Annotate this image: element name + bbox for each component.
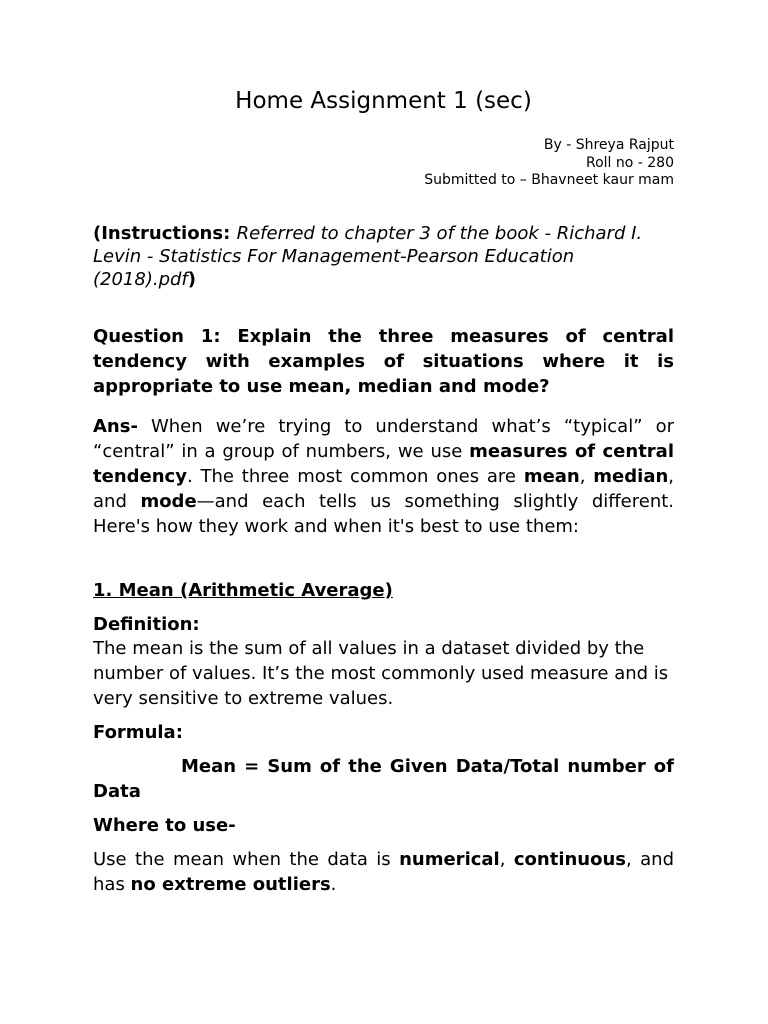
where-term-numerical: numerical xyxy=(399,849,500,870)
instructions-close: ) xyxy=(187,269,196,290)
answer-term-mode: mode xyxy=(140,491,197,512)
where-text-end: . xyxy=(330,874,337,895)
instructions-label: (Instructions: xyxy=(93,223,237,244)
answer-bold-term: measures of central tendency xyxy=(93,441,674,487)
definition-text: The mean is the sum of all values in a dataset divided by the number of values. It’s the most commonly used measure and is very sensitive to extreme values. xyxy=(93,638,669,709)
author-line: By - Shreya Rajput xyxy=(543,137,674,153)
instructions-paragraph xyxy=(93,222,674,291)
answer-separator-1: , xyxy=(579,466,594,487)
answer-text-part2: . The three most common ones are xyxy=(186,466,524,487)
answer-paragraph xyxy=(93,414,674,539)
answer-text-part3: —and each tells us something slightly different. Here's how they work and when it's best to use them: xyxy=(93,491,675,537)
document-title: Home Assignment 1 (sec) xyxy=(235,88,532,114)
where-term-continuous: continuous xyxy=(513,849,627,870)
question-heading: Question 1: Explain the three measures of central tendency with examples of situations where it is appropriate to use mean, median and mode? xyxy=(93,326,674,397)
answer-label: Ans- xyxy=(93,416,138,437)
instructions-text: Referred to chapter 3 of the book - Richard I. Levin - Statistics For Management-Pearson Education (2018).pdf xyxy=(93,223,643,290)
author-block xyxy=(274,137,674,190)
answer-text-part1: When we’re trying to understand what’s “typical” or “central” in a group of numbers, we use xyxy=(93,416,674,462)
answer-separator-2: , and xyxy=(93,466,675,512)
answer-term-mean: mean xyxy=(523,466,580,487)
where-to-use-text xyxy=(93,847,674,897)
where-text-part1: Use the mean when the data is xyxy=(93,849,400,870)
where-term-no-outliers: no extreme outliers xyxy=(130,874,331,895)
roll-number-line: Roll no - 280 xyxy=(585,154,674,171)
section-heading-mean: 1. Mean (Arithmetic Average) xyxy=(93,580,393,601)
submitted-to-line: Submitted to – Bhavneet kaur mam xyxy=(424,172,674,188)
answer-term-median: median xyxy=(593,466,669,487)
where-separator: , xyxy=(499,849,514,870)
formula-label: Formula: xyxy=(93,722,183,743)
definition-label: Definition: xyxy=(93,614,200,635)
where-to-use-label: Where to use- xyxy=(93,815,236,836)
where-text-part2: , and has xyxy=(93,849,675,895)
formula-text: Mean = Sum of the Given Data/Total number of Data xyxy=(93,756,674,802)
